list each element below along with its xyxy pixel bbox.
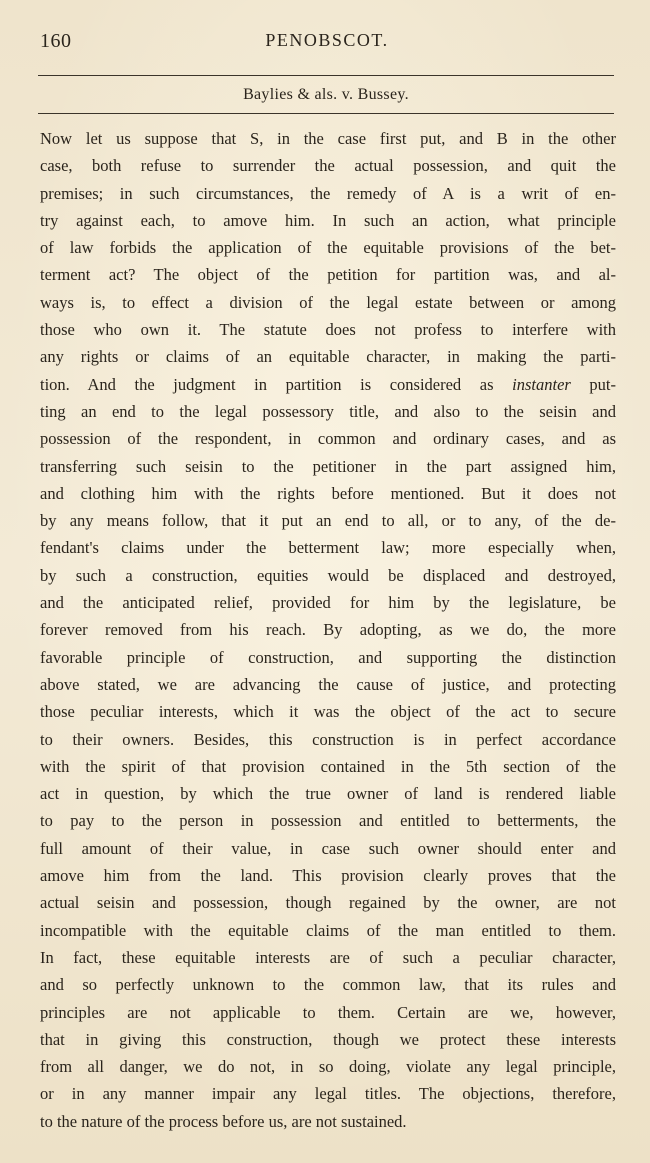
case-title: Baylies & als. v. Bussey. bbox=[243, 86, 409, 103]
text-line: above stated, we are advancing the cause of justice, and protecting bbox=[40, 674, 616, 694]
running-title: PENOBSCOT. bbox=[265, 30, 389, 50]
text-line: and the anticipated relief, provided for him by the legislature, be bbox=[40, 593, 616, 613]
text-line: from all danger, we do not, in so doing, violate any legal principle, bbox=[40, 1057, 616, 1077]
text-line: to their owners. Besides, this construction is in perfect accordance bbox=[40, 729, 616, 749]
text-line: transferring such seisin to the petitioner in the part assigned him, bbox=[40, 456, 616, 476]
text-line: by such a construction, equities would be displaced and destroyed, bbox=[40, 565, 616, 585]
text-line: favorable principle of construction, and supporting the distinction bbox=[40, 647, 616, 667]
text-line: ting an end to the legal possessory title, and also to the seisin and bbox=[40, 401, 616, 421]
text-line: to pay to the person in possession and entitled to betterments, the bbox=[40, 811, 616, 831]
text-line: by any means follow, that it put an end to all, or to any, of the de- bbox=[40, 511, 616, 531]
text-line: or in any manner impair any legal titles. The objections, therefore, bbox=[40, 1084, 616, 1104]
text-line: ways is, to effect a division of the legal estate between or among bbox=[40, 292, 616, 312]
text-line: try against each, to amove him. In such an action, what principle bbox=[40, 210, 616, 230]
body-text bbox=[40, 125, 616, 1135]
text-line: any rights or claims of an equitable character, in making the parti- bbox=[40, 347, 616, 367]
header-rule-top bbox=[38, 75, 614, 76]
text-line: fendant's claims under the betterment law; more especially when, bbox=[40, 538, 616, 558]
text-line: to the nature of the process before us, are not sustained. bbox=[40, 1111, 407, 1131]
italic-term: instanter bbox=[512, 374, 571, 394]
text-line: with the spirit of that provision contained in the 5th section of the bbox=[40, 756, 616, 776]
page-number: 160 bbox=[40, 30, 72, 52]
text-line: incompatible with the equitable claims of the man entitled to them. bbox=[40, 920, 616, 940]
text-line: terment act? The object of the petition for partition was, and al- bbox=[40, 265, 616, 285]
text-line: those peculiar interests, which it was the object of the act to secure bbox=[40, 702, 616, 722]
text-line: case, both refuse to surrender the actual possession, and quit the bbox=[40, 156, 616, 176]
text-line: actual seisin and possession, though regained by the owner, are not bbox=[40, 893, 616, 913]
text-line: In fact, these equitable interests are of such a peculiar character, bbox=[40, 947, 616, 967]
text-line: that in giving this construction, though we protect these interests bbox=[40, 1029, 616, 1049]
text-line: Now let us suppose that S, in the case first put, and B in the other bbox=[40, 129, 616, 148]
text-line: full amount of their value, in case such owner should enter and bbox=[40, 838, 616, 858]
header-rule-bottom bbox=[38, 113, 614, 114]
text-line: principles are not applicable to them. Certain are we, however, bbox=[40, 1002, 616, 1022]
text-line: premises; in such circumstances, the remedy of A is a writ of en- bbox=[40, 183, 616, 203]
running-head bbox=[40, 30, 614, 56]
text-line: of law forbids the application of the equitable provisions of the bet- bbox=[40, 238, 616, 258]
text-line: those who own it. The statute does not profess to interfere with bbox=[40, 320, 616, 340]
text-line: act in question, by which the true owner of land is rendered liable bbox=[40, 784, 616, 804]
text-line: amove him from the land. This provision clearly proves that the bbox=[40, 866, 616, 886]
text-line: possession of the respondent, in common and ordinary cases, and as bbox=[40, 429, 616, 449]
text-line: forever removed from his reach. By adopting, as we do, the more bbox=[40, 620, 616, 640]
text-line: and clothing him with the rights before mentioned. But it does not bbox=[40, 483, 616, 503]
text-line: and so perfectly unknown to the common law, that its rules and bbox=[40, 975, 616, 995]
text-line: tion. And the judgment in partition is considered as instanter put- bbox=[40, 374, 616, 394]
